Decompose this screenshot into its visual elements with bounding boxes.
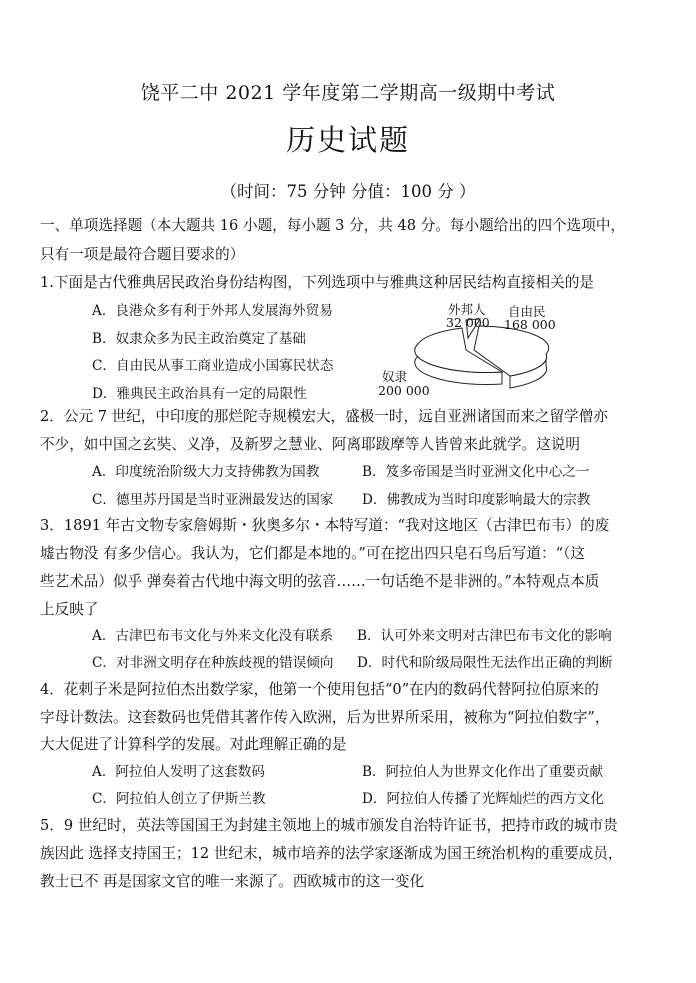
q4-option-a[interactable]: A．阿拉伯人发明了这套数码 <box>92 764 265 780</box>
q4-option-c[interactable]: C．阿拉伯人创立了伊斯兰教 <box>92 791 266 807</box>
q3-option-a[interactable]: A．古津巴布韦文化与外来文化没有联系 <box>92 628 333 644</box>
question-5-stem: 5．9 世纪时，英法等国国王为封建主领地上的城市颁发自治特许证书，把持市政的城市贵 <box>40 817 618 834</box>
question-5-stem-cont: 族因此 选择支持国王；12 世纪末，城市培养的法学家逐渐成为国王统治机构的重要成员， <box>40 845 623 862</box>
q3-option-c[interactable]: C．对非洲文明存在种族歧视的错误倾向 <box>92 655 334 671</box>
question-1-stem: 1.下面是古代雅典居民政治身份结构图，下列选项中与雅典这种居民结构直接相关的是 <box>40 274 594 291</box>
q1-option-d[interactable]: D．雅典民主政治具有一定的局限性 <box>92 386 307 402</box>
question-2-stem: 2．公元 7 世纪，中印度的那烂陀寺规模宏大，盛极一时，远自亚洲诸国而来之留学僧亦 <box>40 408 608 425</box>
pie-label-slaves: 奴隶 <box>382 369 408 384</box>
q2-option-a[interactable]: A．印度统治阶级大力支持佛教为国教 <box>92 464 320 480</box>
pie-value-citizens: 168 000 <box>504 317 556 332</box>
q4-option-d[interactable]: D．阿拉伯人传播了光辉灿烂的西方文化 <box>362 791 604 807</box>
pie-label-citizens: 自由民 <box>508 304 546 319</box>
question-4-stem-cont: 大大促进了计算科学的发展。对此理解正确的是 <box>40 736 347 753</box>
q3-option-d[interactable]: D．时代和阶级局限性无法作出正确的判断 <box>357 655 613 671</box>
section-heading-cont: 只有一项是最符合题目要求的） <box>40 246 245 263</box>
question-3-stem-cont: 些艺术品）似乎 弹奏着古代地中海文明的弦音……一句话绝不是非洲的。”本特观点本质 <box>40 573 600 590</box>
section-heading: 一、单项选择题（本大题共 16 小题，每小题 3 分，共 48 分。每小题给出的四个选项中， <box>40 217 626 234</box>
question-3-stem: 3．1891 年古文物专家詹姆斯・狄奥多尔・本特写道：“我对这地区（古津巴布韦）的废 <box>40 517 610 534</box>
question-5-stem-cont: 教士已不 再是国家文官的唯一来源了。西欧城市的这一变化 <box>40 873 425 890</box>
exam-info: （时间：75 分钟 分值：100 分 ） <box>220 182 476 201</box>
pie-value-foreigners: 32 000 <box>446 315 490 330</box>
q3-option-b[interactable]: B．认可外来文明对古津巴布韦文化的影响 <box>357 628 612 644</box>
q2-option-d[interactable]: D．佛教成为当时印度影响最大的宗教 <box>362 492 591 508</box>
question-3-stem-cont: 上反映了 <box>40 601 99 618</box>
q1-option-b[interactable]: B．奴隶众多为民主政治奠定了基础 <box>92 331 306 347</box>
q2-option-c[interactable]: C．德里苏丹国是当时亚洲最发达的国家 <box>92 492 334 508</box>
school-exam-title: 饶平二中 2021 学年度第二学期高一级期中考试 <box>140 82 556 104</box>
subject-title: 历史试题 <box>285 123 410 157</box>
question-4-stem: 4．花剌子米是阿拉伯杰出数学家，他第一个使用包括“0”在内的数码代替阿拉伯原来的 <box>40 681 599 698</box>
q4-option-b[interactable]: B．阿拉伯人为世界文化作出了重要贡献 <box>362 764 604 780</box>
q2-option-b[interactable]: B．笈多帝国是当时亚洲文化中心之一 <box>362 464 590 480</box>
question-2-stem-cont: 不少，如中国之玄奘、义净，及新罗之慧业、阿离耶跋摩等人皆曾来此就学。这说明 <box>40 436 580 453</box>
q1-option-c[interactable]: C．自由民从事工商业造成小国寡民状态 <box>92 358 334 374</box>
q1-option-a[interactable]: A．良港众多有利于外邦人发展海外贸易 <box>92 303 333 319</box>
question-3-stem-cont: 墟古物没 有多少信心。我认为，它们都是本地的。”可在挖出四只皂石鸟后写道：“（这 <box>40 545 585 562</box>
pie-value-slaves: 200 000 <box>378 383 430 398</box>
question-4-stem-cont: 字母计数法。这套数码也凭借其著作传入欧洲，后为世界所采用，被称为“阿拉伯数字”， <box>40 709 610 726</box>
pie-label-foreigners: 外邦人 <box>448 302 486 317</box>
